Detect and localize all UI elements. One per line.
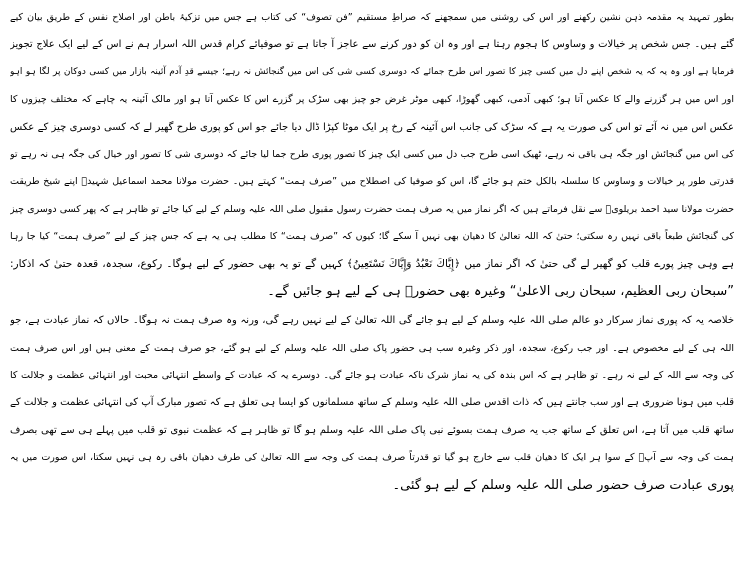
- text-line: ہمت کی وجہ سے آپؐ کے سوا ہر ایک کا دھیان قلب سے خارج ہو گیا تو قدرتاً صرف ہمت کی وجہ سے اللہ تعالیٰ کی طرف دھیان باقی رہ ہی نہیں سکتا، اس صورت میں یہ: [10, 452, 734, 464]
- text-line: کی اس میں گنجائش اور جگہ ہی باقی نہ رہے، ٹھیک اسی طرح جب دل میں کسی ایک چیز کا تصور پوری طرح جما لیا جائے کہ دوسری شی کا تصور اور خیال کی جگہ ہی نہ رہے تو: [10, 148, 734, 160]
- text-line: قلب میں ہونا ضروری ہے اور سب جانتے ہیں کہ ذات اقدس صلی اللہ علیہ وسلم کے ساتھ مسلمانوں کو ایسا ہی تعلق ہے کہ تصور مبارک آپ کی انتہائی عظمت و جلالت کے: [10, 397, 734, 409]
- text-line: اور اس میں ہر گزرنے والے کا عکس آتا ہو؛ کبھی آدمی، کبھی گھوڑا، کبھی موٹر غرض جو چیز بھی سڑک پر گزرے اس کا عکس آتا ہو اور مالک آئینہ یہ چاہے کہ مختلف چیزوں کا: [10, 94, 734, 106]
- text-line: ”سبحان ربی العظیم، سبحان ربی الاعلیٰ“ وغیرہ بھی حضورؐ ہی کے لیے ہو جائیں گے۔: [267, 283, 734, 299]
- text-line: اللہ ہی کے لیے مخصوص ہے۔ اور جب رکوع، سجدہ، اور ذکر وغیرہ سب ہی حضور پاک صلی اللہ علیہ وسلم کے لیے ہو گئے، جو صرف ہمت کے معنی ہیں اور اس صرف ہمت: [10, 342, 734, 354]
- text-line: حضرت مولانا سید احمد بریلویؒ سے نقل فرماتے ہیں کہ اگر نماز میں یہ صرف ہمت حضرت رسول مقبول صلی اللہ علیہ وسلم کے لیے کیا جائے تو ظاہر ہے کہ پھر کسی دوسری چیز: [10, 203, 734, 215]
- text-line: پوری عبادت صرف حضور صلی اللہ علیہ وسلم کے لیے ہو گئی۔: [392, 477, 734, 493]
- text-line: کی وجہ سے اللہ کے لیے نہ رہے۔ تو ظاہر ہے کہ اس بندہ کی یہ نماز شرک ناکہ عبادت ہو جائے گی۔ دوسرے یہ کہ عبادت کے واسطے انتہائی محبت اور انتہائی عظمت و جلالت کا: [10, 370, 734, 382]
- text-line: قدرتی طور پر خیالات و وساوس کا سلسلہ بالکل ختم ہو جائے گا، اس کو صوفیا کی اصطلاح میں ”صرف ہمت“ کہتے ہیں۔ حضرت مولانا محمد اسماعیل شہیدؒ اپنے شیخ طریقت: [10, 176, 734, 188]
- text-line: کی گنجائش طبعاً باقی نہیں رہ سکتی؛ حتیٰ کہ اللہ تعالیٰ کا دھیان بھی نہیں آ سکے گا؛ کیوں کہ ”صرف ہمت“ کا مطلب ہی یہ ہے کہ جس چیز کے لیے ”صرف ہمت“ کیا جا رہا: [10, 231, 734, 243]
- text-line: عکس اس میں نہ آئے تو اس کی صورت یہ ہے کہ سڑک کی جانب اس آئینہ کے رخ پر ایک موٹا کپڑا ڈال دیا جائے جو اس کو پوری طرح گھیر لے کہ کسی دوسری چیز کے عکس: [10, 121, 734, 133]
- text-line: گئے ہیں۔ جس شخص پر خیالات و وساوس کا ہجوم رہتا ہے اور وہ ان کو دور کرنے سے عاجز آ جاتا ہے تو صوفیائے کرام قدس اللہ اسرار ہم نے اس کے لیے ایک علاج تجویز: [10, 39, 734, 51]
- text-line: فرمایا ہے اور وہ یہ کہ یہ شخص اپنے دل میں کسی چیز کا تصور اس طرح جمائے کہ دوسری کسی شی کی اس میں گنجائش نہ رہے؛ جیسے قدِ آدم آئینہ بازار میں کسی دوکان پر لگا ہو اہو: [10, 66, 734, 77]
- text-line: خلاصہ یہ کہ پوری نماز سرکار دو عالم صلی اللہ علیہ وسلم کے لیے ہو جائے گی اللہ تعالیٰ کے لیے نہیں رہے گی، ورنہ وہ صرف ہمت نہ ہوگا۔ حالاں کہ نماز عبادت ہے، جو: [10, 315, 734, 327]
- text-line-quran-quote: ہے وہی چیز پورے قلب کو گھیر لے گی حتیٰ کہ اگر نماز میں ﴿إِيَّاكَ نَعْبُدُ وَإِيَّاكَ نَسْتَعِينُ﴾ کہیں گے تو یہ بھی حضور کے لیے ہوگا۔ رکوع، سجدہ، قعدہ حتیٰ کہ اذکار:: [10, 257, 734, 270]
- text-line: ساتھ قلب میں آتا ہے، اس تعلق کے ساتھ جب یہ صرف ہمت بسوئے نبی پاک صلی اللہ علیہ وسلم ہو گا تو ظاہر ہے کہ عظمت نبوی تو قلب میں پہلے ہی سے تھی بصرف: [10, 424, 734, 436]
- text-line: بطور تمہید یہ مقدمہ ذہن نشین رکھنے اور اس کی روشنی میں سمجھنے کہ صراطِ مستقیم ”فن تصوف“ کی کتاب ہے جس میں تزکیۂ باطن اور اصلاح نفس کے طریق بیان کیے: [10, 12, 734, 23]
- paragraph-intro: [10, 4, 734, 305]
- paragraph-summary: [10, 307, 734, 499]
